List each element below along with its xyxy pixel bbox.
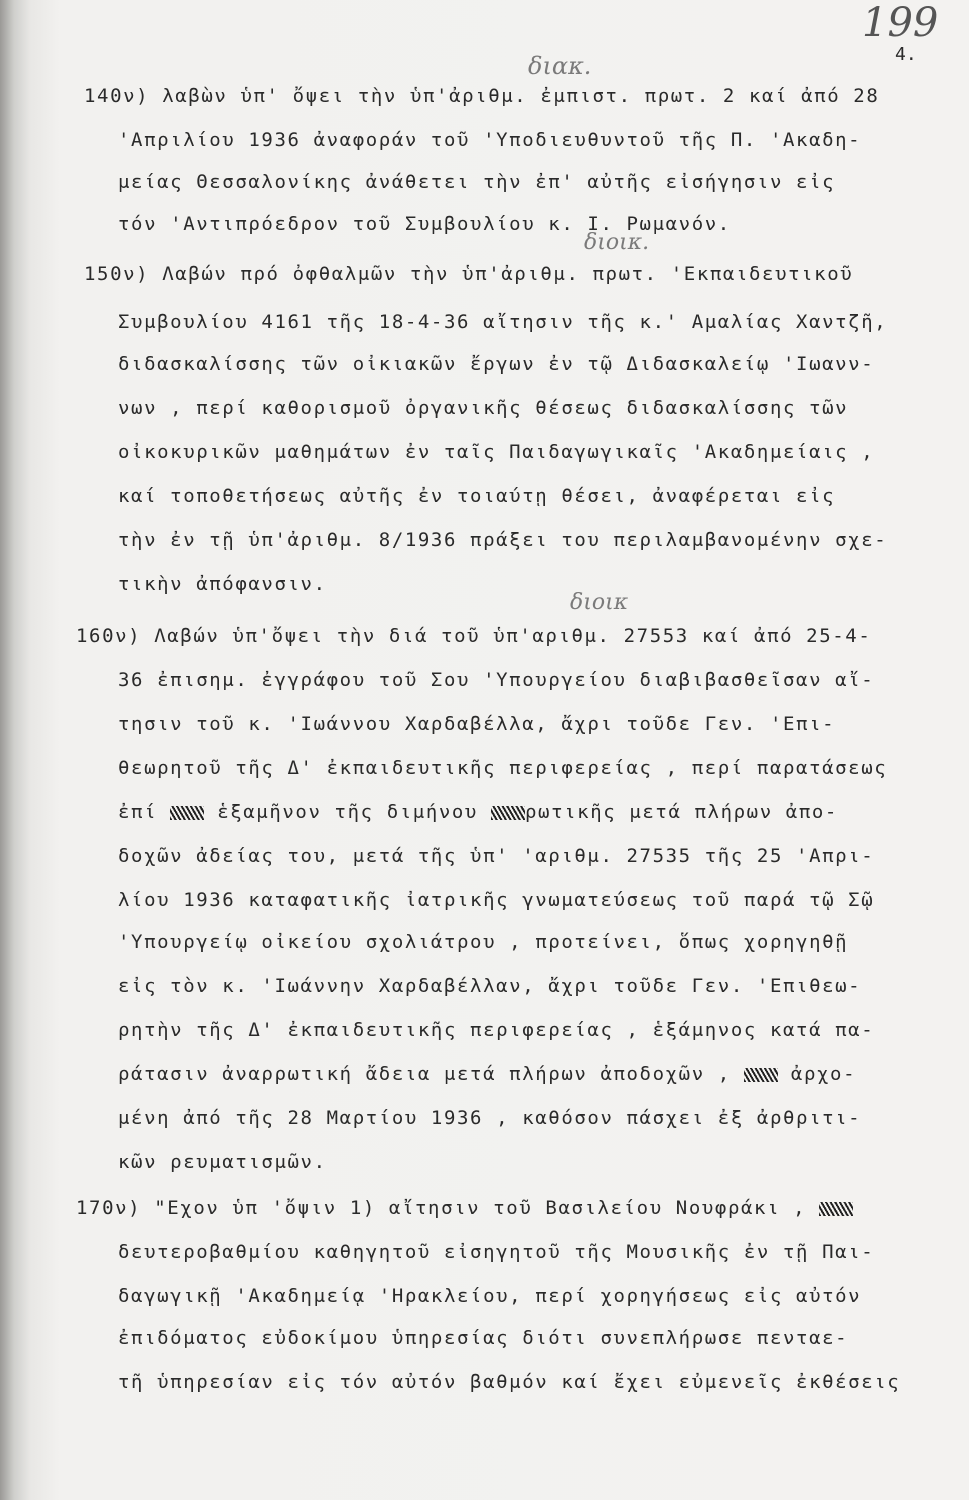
text-line: νων , περί καθορισμοῦ ὀργανικῆς θέσεως διδασκαλίσσης τῶν <box>118 397 849 419</box>
text-line: τησιν τοῦ κ. 'Ιωάννου Χαρδαβέλλα, ἄχρι τοῦδε Γεν. 'Επι- <box>118 713 836 735</box>
text-line: ἐπιδόματος εὐδοκίμου ὑπηρεσίας διότι συνεπλήρωσε πενταε- <box>118 1327 849 1349</box>
text-line: 'Υπουργείῳ οἰκείου σχολιάτρου , προτείνει, ὅπως χορηγηθῇ <box>118 931 849 953</box>
text-line: δευτεροβαθμίου καθηγητοῦ εἰσηγητοῦ τῆς Μουσικῆς ἐν τῇ Παι- <box>118 1241 875 1263</box>
text-line: μείας Θεσσαλονίκης ἀνάθετει τὴν ἐπ' αὐτῆς εἰσήγησιν εἰς <box>118 171 836 193</box>
text-line: εἰς τὸν κ. 'Ιωάννην Χαρδαβέλλαν, ἄχρι τοῦδε Γεν. 'Επιθεω- <box>118 975 862 997</box>
page-number: 4. <box>895 44 917 65</box>
text-line: κῶν ρευματισμῶν. <box>118 1151 327 1173</box>
text-line: ρητὴν τῆς Δ' ἐκπαιδευτικῆς περιφερείας , ἑξάμηνος κατά πα- <box>118 1019 875 1041</box>
text-line: ράτασιν ἀναρρωτική ἄδεια μετά πλήρων ἀποδοχῶν , ἀρχο- <box>118 1063 857 1085</box>
struck-out-text <box>170 806 204 820</box>
text-line: 36 ἐπισημ. ἐγγράφου τοῦ Σου 'Υπουργείου διαβιβασθεῖσαν αἴ- <box>118 669 875 691</box>
text-line: 'Απριλίου 1936 ἀναφοράν τοῦ 'Υποδιευθυντοῦ τῆς Π. 'Ακαδη- <box>118 129 862 151</box>
text-line: τόν 'Αντιπρόεδρον τοῦ Συμβουλίου κ. Ι. Ρωμανόν. <box>118 213 731 235</box>
text-line: 140ν) λαβὼν ὑπ' ὄψει τὴν ὑπ'ἀριθμ. ἐμπιστ. πρωτ. 2 καί ἀπό 28 <box>84 85 880 107</box>
text-line: δαγωγικῇ 'Ακαδημείᾳ 'Ηρακλείου, περί χορηγήσεως εἰς αὐτόν <box>118 1285 862 1307</box>
text-line: ἐπί ἑξαμῆνον τῆς διμήνου ρωτικῆς μετά πλήρων ἀπο- <box>118 801 838 823</box>
text-line: 170ν) "Εχον ὑπ 'ὄψιν 1) αἴτησιν τοῦ Βασιλείου Νουφράκι , <box>76 1196 853 1220</box>
text-line: 150ν) Λαβών πρό ὀφθαλμῶν τὴν ὑπ'ἀριθμ. πρωτ. 'Εκπαιδευτικοῦ <box>84 263 854 285</box>
struck-out-text <box>819 1202 853 1216</box>
text-line: μένη ἀπό τῆς 28 Μαρτίου 1936 , καθόσον πάσχει ἐξ ἀρθριτι- <box>118 1107 862 1129</box>
text-line: 160ν) Λαβών ὑπ'ὄψει τὴν διά τοῦ ὑπ'αριθμ. 27553 καί ἀπό 25-4- <box>76 625 872 647</box>
text-line: τὴν ἐν τῇ ὑπ'ἀριθμ. 8/1936 πράξει του περιλαμβανομένην σχε- <box>118 529 888 551</box>
struck-out-text <box>491 806 525 820</box>
text-line: δοχῶν ἀδείας του, μετά τῆς ὑπ' 'αριθμ. 27535 τῆς 25 'Απρι- <box>118 845 875 867</box>
text-line: διδασκαλίσσης τῶν οἰκιακῶν ἔργων ἐν τῷ Διδασκαλείῳ 'Ιωανν- <box>118 353 875 375</box>
annotation-diak: διακ. <box>528 52 592 80</box>
text-line: Συμβουλίου 4161 τῆς 18-4-36 αἴτησιν τῆς κ.' Αμαλίας Χαντζῆ, <box>118 311 888 333</box>
annotation-dioik-2: διοικ <box>570 590 629 615</box>
text-line: λίου 1936 καταφατικῆς ἰατρικῆς γνωματεύσεως τοῦ παρά τῷ Σῷ <box>118 889 875 911</box>
text-line: οἰκοκυρικῶν μαθημάτων ἐν ταῖς Παιδαγωγικαῖς 'Ακαδημείαις , <box>118 441 875 463</box>
text-line: καί τοποθετήσεως αὐτῆς ἐν τοιαύτῃ θέσει, ἀναφέρεται εἰς <box>118 485 836 507</box>
annotation-dioik-1: διοικ. <box>584 230 650 255</box>
text-line: τικὴν ἀπόφανσιν. <box>118 573 327 595</box>
text-line: θεωρητοῦ τῆς Δ' ἐκπαιδευτικῆς περιφερείας , περί παρατάσεως <box>118 757 888 779</box>
text-line: τῆ ὑπηρεσίαν εἰς τόν αὐτόν βαθμόν καί ἔχει εὐμενεῖς ἐκθέσεις <box>118 1371 901 1393</box>
struck-out-text <box>744 1068 778 1082</box>
folio-number: 199 <box>862 0 939 46</box>
